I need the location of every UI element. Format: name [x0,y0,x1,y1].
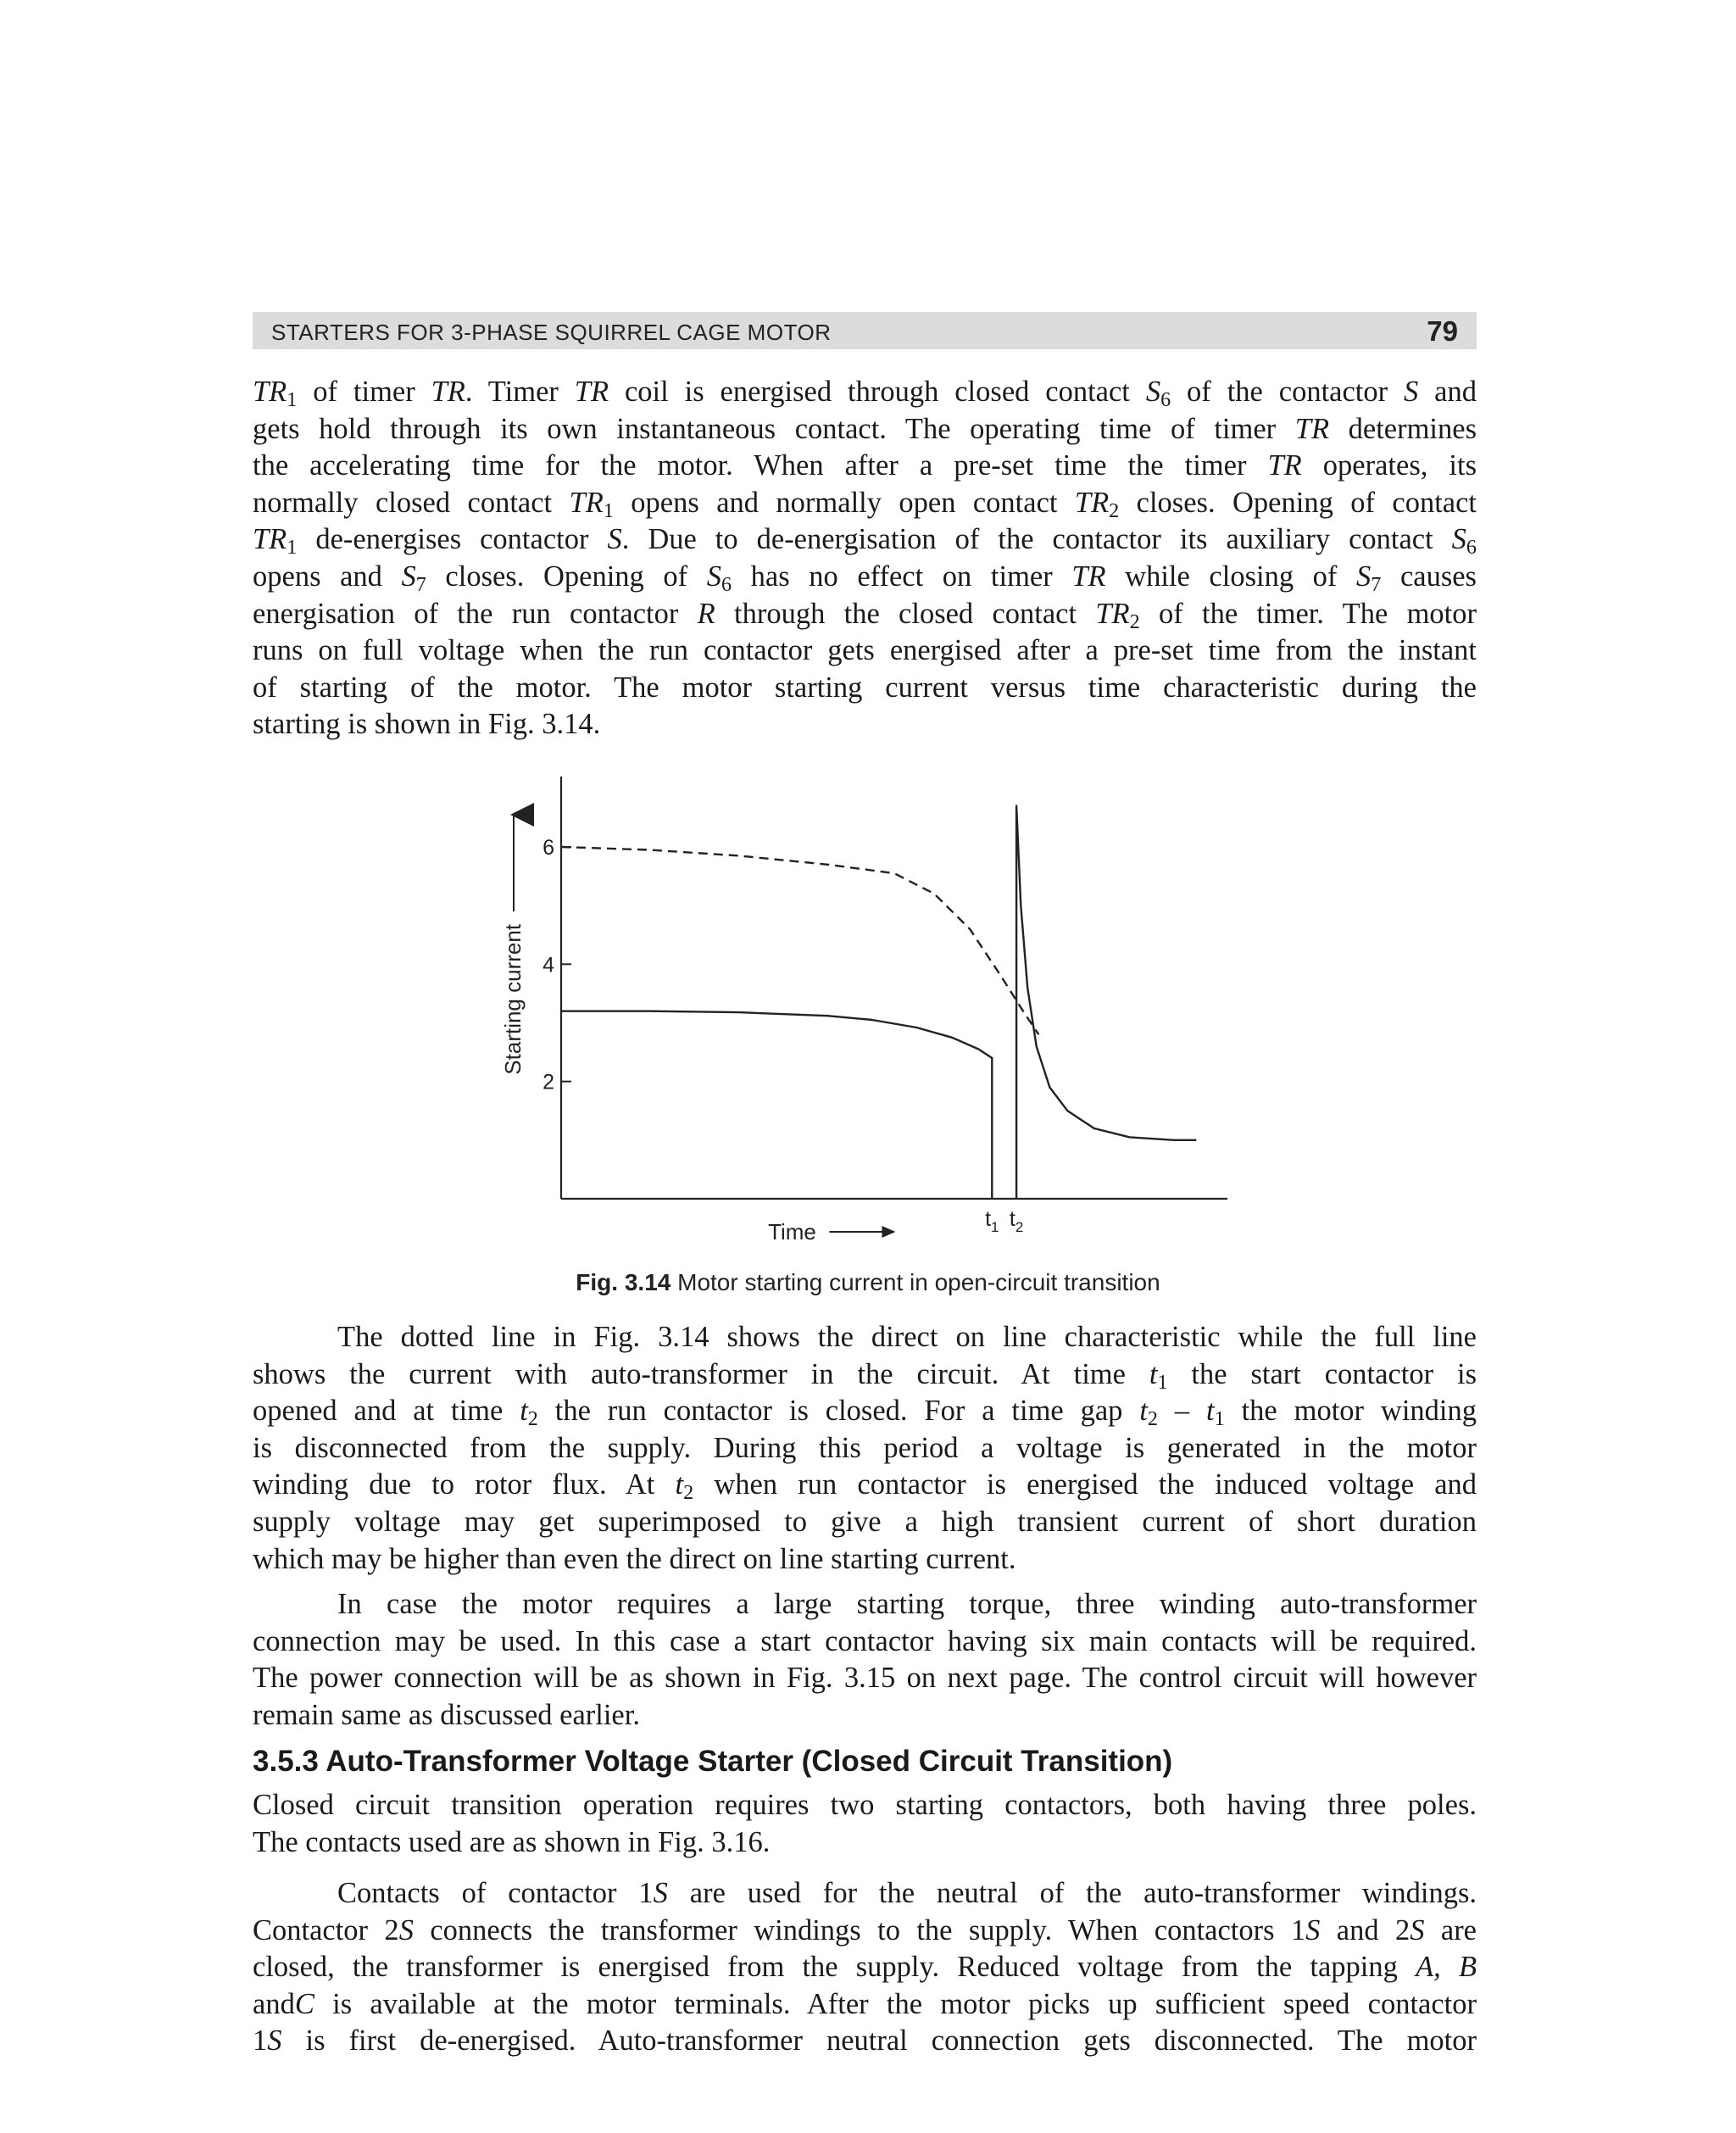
y-axis-label: Starting current [500,923,526,1075]
y-tick-label: 4 [542,953,554,977]
series-line-1 [561,847,1038,1034]
paragraph [253,1787,1477,1861]
text-line: normally closed contact $TR_1$ opens and normally open contact $TR_2$ closes. Opening of contact [253,486,1477,522]
x-axis-arrow-head [882,1226,895,1238]
text-line: Contacts of contactor 1S are used for the neutral of the auto-transformer windings. [337,1877,1477,1909]
text-line: gets hold through its own instantaneous contact. The operating time of timer TR determines [253,412,1477,445]
text-line: energisation of the run contactor R through the closed contact $TR_2$ of the timer. The motor [253,597,1477,633]
paragraph [253,1319,1477,1578]
caption-label: Fig. 3.14 [576,1269,671,1295]
paragraph-continuation [253,374,1477,743]
text-line: $TR_1$ of timer TR. Timer TR coil is energised through closed contact $S_6$ of the contactor S and [253,376,1477,412]
text-line: remain same as discussed earlier. [253,1698,640,1731]
section-heading: 3.5.3 Auto-Transformer Voltage Starter (Closed Circuit Transition) [253,1745,1173,1778]
figure-caption [0,1269,1736,1296]
text-line: The contacts used are as shown in Fig. 3.16. [253,1825,771,1858]
caption-text: Motor starting current in open-circuit transition [670,1269,1160,1295]
text-line: winding due to rotor flux. At $t_2$ when run contactor is energised the induced voltage and [253,1468,1477,1505]
text-line: 1S is first de-energised. Auto-transformer neutral connection gets disconnected. The motor [253,2024,1477,2058]
text-line: $TR_1$ de-energises contactor S. Due to de-energisation of the contactor its auxiliary contact $S_6$ [253,523,1477,560]
x-tick-label: $t_2$ [1009,1207,1024,1235]
running-header [253,312,1477,349]
text-line: The power connection will be as shown in Fig. 3.15 on next page. The control circuit will however [253,1662,1477,1695]
text-line: Contactor 2S connects the transformer windings to the supply. When contactors 1S and 2S are [253,1913,1477,1946]
x-axis-label: Time [768,1219,816,1245]
series-line-2 [561,1011,992,1199]
text-line: which may be higher than even the direct on line starting current. [253,1542,1016,1575]
text-line: opened and at time $t_2$ the run contactor is closed. For a time gap $t_2 - t_1$ the motor winding [253,1395,1477,1431]
text-line: of starting of the motor. The motor starting current versus time characteristic during the [253,671,1477,704]
text-line: connection may be used. In this case a start contactor having six main contacts will be required. [253,1624,1477,1657]
text-line: The dotted line in Fig. 3.14 shows the direct on line characteristic while the full line [337,1321,1477,1353]
text-line: In case the motor requires a large starting torque, three winding auto-transformer [337,1588,1477,1620]
paragraph-large-torque [253,1586,1477,1734]
text-line: supply voltage may get superimposed to give a high transient current of short duration [253,1505,1477,1538]
text-line: shows the current with auto-transformer in the circuit. At time $t_1$ the start contactor is [253,1357,1477,1394]
y-tick-label: 6 [542,836,554,860]
text-line: closed, the transformer is energised from the supply. Reduced voltage from the tapping A, B [253,1951,1477,1984]
paragraph [253,1875,1477,2060]
running-head-title: STARTERS FOR 3-PHASE SQUIRREL CAGE MOTOR [271,320,832,345]
paragraph [253,1586,1477,1734]
paragraph [253,374,1477,743]
text-line: runs on full voltage when the run contactor gets energised after a pre-set time from the instant [253,634,1477,667]
text-line: starting is shown in Fig. 3.14. [253,708,601,741]
paragraph-dotted-line [253,1319,1477,1578]
text-line: andC is available at the motor terminals. After the motor picks up sufficient speed contactor [253,1987,1477,2020]
paragraph-closed-transition [253,1787,1477,1861]
y-tick-label: 2 [542,1070,554,1094]
text-line: the accelerating time for the motor. When after a pre-set time the timer TR operates, its [253,449,1477,482]
x-tick-label: $t_1$ [985,1207,999,1235]
series-line-3 [1016,806,1196,1199]
figure-3-14 [475,767,1255,1259]
text-line: is disconnected from the supply. During this period a voltage is generated in the motor [253,1431,1477,1464]
starting-current-chart [475,767,1255,1259]
page-number: 79 [1427,315,1458,347]
text-line: opens and $S_7$ closes. Opening of $S_6$ has no effect on timer TR while closing of $S_7$ causes [253,560,1477,596]
paragraph-contacts [253,1875,1477,2060]
text-line: Closed circuit transition operation requires two starting contactors, both having three poles. [253,1789,1477,1821]
